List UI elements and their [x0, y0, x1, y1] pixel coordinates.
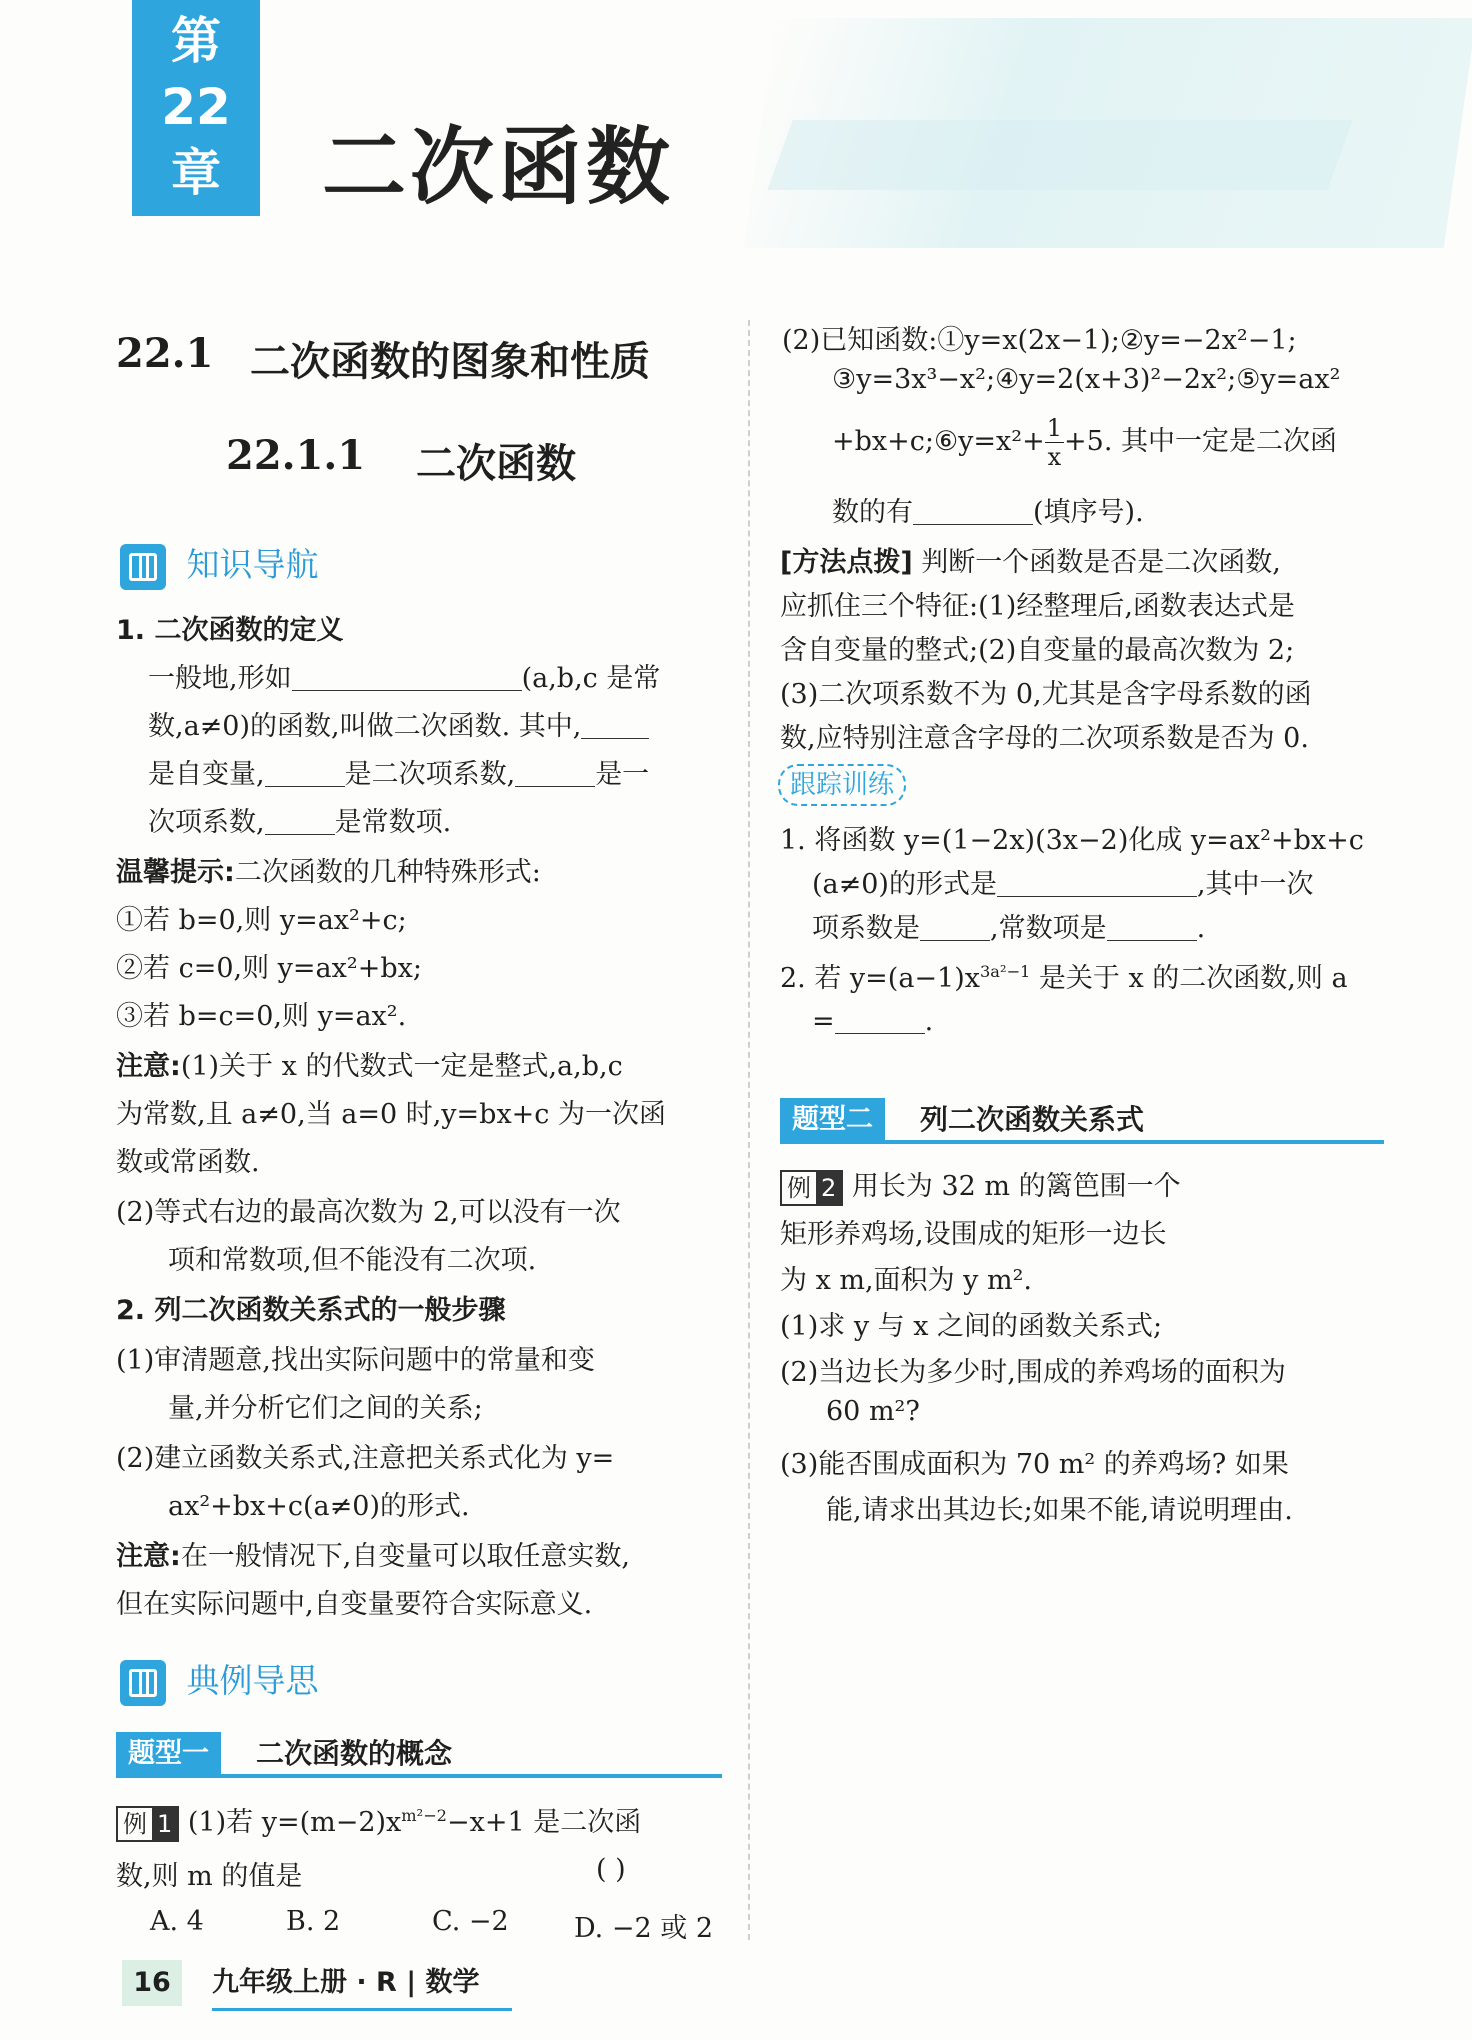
note-3-line2: 但在实际问题中,自变量要符合实际意义. — [116, 1589, 593, 1620]
ex2-line3: 为 x m,面积为 y m². — [780, 1265, 1033, 1296]
fraction-denominator: x — [1047, 443, 1062, 471]
note-1-line3: 数或常函数. — [116, 1147, 260, 1178]
track1-line3-b: ,常数项是 — [990, 913, 1107, 944]
def-line1-text: 一般地,形如 — [148, 663, 292, 694]
track1-line2 — [812, 862, 1314, 901]
knowledge-heading-text: 知识导航 — [186, 545, 319, 584]
track1-line3 — [812, 906, 1205, 945]
option-c: C. −2 — [432, 1906, 509, 1937]
blank-standard-form — [997, 869, 1197, 897]
section-number: 22.1 — [116, 330, 214, 377]
chapter-title: 二次函数 — [322, 118, 675, 216]
track2-line2 — [812, 1006, 933, 1037]
note-3-label: 注意: — [116, 1541, 181, 1572]
def-line3-tail: 是一 — [595, 759, 650, 790]
ex1-text-b: −x+1 是二次函 — [446, 1807, 642, 1838]
header-decoration-band — [767, 120, 1352, 190]
track1-line1: 1. 将函数 y=(1−2x)(3x−2)化成 y=ax²+bx+c — [780, 825, 1364, 856]
def-line4 — [148, 800, 451, 839]
track1-line2-a: (a≠0)的形式是 — [812, 869, 997, 900]
method-line5: 数,应特别注意含字母的二次项系数是否为 0. — [780, 723, 1309, 754]
book-icon-2 — [120, 1660, 166, 1706]
blank-form — [292, 663, 522, 691]
note-1-text: (1)关于 x 的代数式一定是整式,a,b,c — [180, 1051, 623, 1082]
ex1-p2-line4-a: 数的有 — [832, 497, 913, 528]
note-1-line1 — [116, 1044, 623, 1083]
ex1-p2-line4-b: (填序号). — [1033, 497, 1144, 528]
def-line3-text: 是自变量, — [148, 759, 265, 790]
example-2-tag — [780, 1170, 843, 1206]
ex1-line1 — [116, 1800, 641, 1842]
step2-line1: (2)建立函数关系式,注意把关系式化为 y= — [116, 1443, 615, 1474]
examples-heading — [120, 1656, 319, 1706]
method-text-1: 判断一个函数是否是二次函数, — [921, 547, 1281, 578]
type2-rule — [780, 1140, 1384, 1144]
fraction-numerator: 1 — [1046, 414, 1063, 442]
blank-serials — [913, 497, 1033, 525]
method-line4: (3)二次项系数不为 0,尤其是含字母系数的函 — [780, 679, 1312, 710]
ex1-p2-line1: (2)已知函数:①y=x(2x−1);②y=−2x²−1; — [782, 325, 1297, 356]
book-info: 九年级上册 · R | 数学 — [212, 1967, 480, 1998]
def-line2 — [148, 704, 649, 743]
ex1-p2-line4 — [832, 490, 1144, 529]
note-1-line2: 为常数,且 a≠0,当 a=0 时,y=bx+c 为一次函 — [116, 1099, 667, 1130]
track2-equals: = — [812, 1006, 835, 1037]
knowledge-heading — [120, 540, 319, 590]
tip-2: ②若 c=0,则 y=ax²+bx; — [116, 953, 422, 984]
chapter-number: 22 — [161, 78, 231, 136]
ex2-line2: 矩形养鸡场,设围成的矩形一边长 — [780, 1219, 1167, 1250]
tracking-training-tag — [778, 764, 906, 806]
ex1-p2-line3-b: +5. 其中一定是二次函 — [1064, 426, 1337, 457]
ex2-q1: (1)求 y 与 x 之间的函数关系式; — [780, 1311, 1163, 1342]
note-3-line1 — [116, 1534, 630, 1573]
track2-exponent: 3a²−1 — [980, 962, 1031, 981]
option-d: D. −2 或 2 — [574, 1913, 713, 1944]
blank-constant-term — [1107, 913, 1197, 941]
chapter-word-2: 章 — [171, 144, 221, 202]
ex1-answer-paren: ( ) — [596, 1854, 626, 1885]
ex2-text-1: 用长为 32 m 的篱笆围一个 — [851, 1171, 1181, 1202]
tip-line — [116, 850, 541, 889]
track1-line3-a: 项系数是 — [812, 913, 920, 944]
def-line4-text: 次项系数, — [148, 807, 265, 838]
column-divider — [748, 320, 750, 1940]
option-b: B. 2 — [286, 1906, 341, 1937]
note-2-line1: (2)等式右边的最高次数为 2,可以没有一次 — [116, 1197, 621, 1228]
method-label: [方法点拨] — [780, 547, 913, 578]
type1-title: 二次函数的概念 — [256, 1737, 453, 1770]
blank-linear-term — [920, 913, 990, 941]
tip-text: 二次函数的几种特殊形式: — [234, 857, 541, 888]
ex1-exponent: m²−2 — [401, 1806, 447, 1825]
tip-3: ③若 b=c=0,则 y=ax². — [116, 1001, 407, 1032]
track2-period: . — [924, 1006, 934, 1037]
example-2-word: 例 — [787, 1173, 811, 1202]
item1-title: 1. 二次函数的定义 — [116, 615, 344, 646]
book-icon — [120, 544, 166, 590]
track2-line1 — [780, 956, 1348, 995]
blank-linear-coef — [515, 759, 595, 787]
track1-line3-c: . — [1196, 913, 1206, 944]
def-line1 — [148, 656, 660, 695]
ex1-p2-line2: ③y=3x³−x²;④y=2(x+3)²−2x²;⑤y=ax² — [832, 364, 1341, 395]
example-2-num: 2 — [816, 1172, 841, 1204]
def-line2-text: 数,a≠0)的函数,叫做二次函数. 其中, — [148, 711, 582, 742]
ex1-text-a: (1)若 y=(m−2)x — [187, 1807, 402, 1838]
ex2-q2-line1: (2)当边长为多少时,围成的养鸡场的面积为 — [780, 1357, 1286, 1388]
example-1-tag — [116, 1806, 179, 1842]
examples-heading-text: 典例导思 — [186, 1661, 319, 1700]
ex2-q3-line1: (3)能否围成面积为 70 m² 的养鸡场? 如果 — [780, 1449, 1289, 1480]
type1-label: 题型一 — [116, 1732, 221, 1776]
track2-text-b: 是关于 x 的二次函数,则 a — [1030, 963, 1348, 994]
ex1-line2: 数,则 m 的值是 — [116, 1861, 303, 1892]
track1-line2-b: ,其中一次 — [1196, 869, 1314, 900]
chapter-badge — [132, 0, 260, 216]
ex1-p2-line3-a: +bx+c;⑥y=x²+ — [832, 426, 1045, 457]
track2-text-a: 2. 若 y=(a−1)x — [780, 963, 980, 994]
def-line3-mid: 是二次项系数, — [344, 759, 516, 790]
def-line4-tail: 是常数项. — [334, 807, 452, 838]
type1-bar — [116, 1732, 722, 1778]
type2-title: 列二次函数关系式 — [920, 1103, 1145, 1136]
ex2-line1 — [780, 1164, 1181, 1206]
type1-rule — [116, 1774, 722, 1778]
step2-line2: ax²+bx+c(a≠0)的形式. — [168, 1491, 470, 1522]
tip-1: ①若 b=0,则 y=ax²+c; — [116, 905, 407, 936]
item2-title: 2. 列二次函数关系式的一般步骤 — [116, 1295, 506, 1326]
footer-rule — [212, 2008, 512, 2011]
ex1-p2-line3 — [832, 414, 1337, 471]
blank-a-value — [835, 1006, 925, 1034]
blank-variable — [581, 711, 649, 739]
tracking-training-label: 跟踪训练 — [778, 764, 906, 806]
type2-label: 题型二 — [780, 1098, 885, 1142]
tip-label: 温馨提示: — [116, 857, 235, 888]
ex2-q2-line2: 60 m²? — [826, 1396, 920, 1427]
method-line2: 应抓住三个特征:(1)经整理后,函数表达式是 — [780, 591, 1295, 622]
note-2-line2: 项和常数项,但不能没有二次项. — [168, 1245, 537, 1276]
blank-constant — [265, 807, 335, 835]
method-line1 — [780, 540, 1281, 579]
fraction-1-over-x — [1045, 414, 1064, 471]
page-number: 16 — [122, 1960, 182, 2006]
note-label: 注意: — [116, 1051, 181, 1082]
option-a: A. 4 — [150, 1906, 204, 1937]
note-3-text: 在一般情况下,自变量可以取任意实数, — [180, 1541, 630, 1572]
blank-quad-coef — [265, 759, 345, 787]
method-line3: 含自变量的整式;(2)自变量的最高次数为 2; — [780, 635, 1295, 666]
section-title: 二次函数的图象和性质 — [250, 338, 650, 385]
type2-bar — [780, 1098, 1384, 1144]
example-1-word: 例 — [123, 1809, 147, 1838]
subsection-title: 二次函数 — [416, 440, 576, 487]
step1-line1: (1)审清题意,找出实际问题中的常量和变 — [116, 1345, 595, 1376]
subsection-number: 22.1.1 — [226, 432, 366, 479]
ex2-q3-line2: 能,请求出其边长;如果不能,请说明理由. — [826, 1495, 1293, 1526]
def-line1-tail: (a,b,c 是常 — [521, 663, 661, 694]
def-line3 — [148, 752, 649, 791]
chapter-word-1: 第 — [171, 12, 221, 70]
example-1-num: 1 — [152, 1808, 177, 1840]
step1-line2: 量,并分析它们之间的关系; — [168, 1393, 483, 1424]
